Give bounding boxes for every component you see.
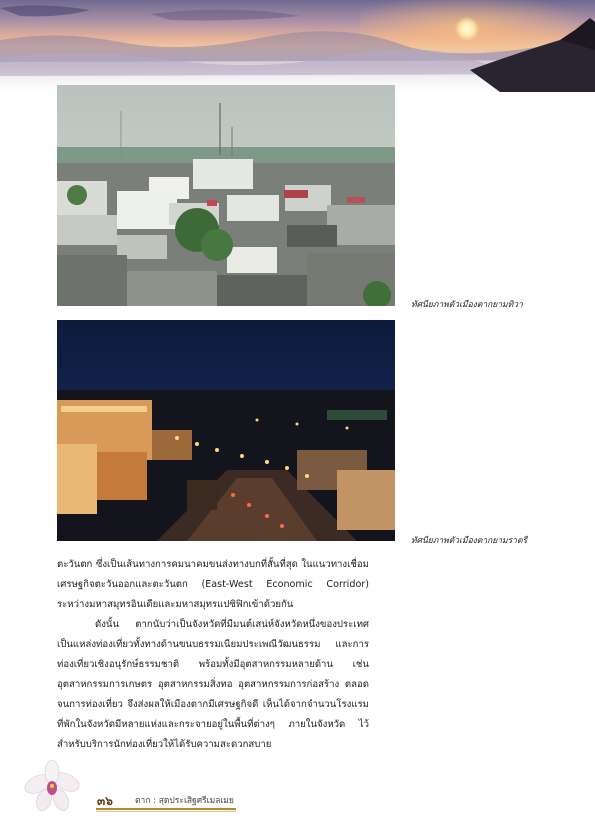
mountain-silhouette — [0, 0, 595, 92]
paragraph-1: ตะวันตก ซึ่งเป็นเส้นทางการคมนาคมขนส่งทางบกที่สั้นที่สุด ในแนวทางเชื่อมเศรษฐกิจตะวันออกและตะวันตก (East-West Economic Corridor) ระหว่างมหาสมุทรอินเดียและมหาสมุทรแปซิฟิกเข้าด้วยกัน — [57, 559, 369, 610]
caption-daytime: ทัศนียภาพตัวเมืองตากยามทิวา — [411, 300, 523, 310]
caption-nighttime: ทัศนียภาพตัวเมืองตากยามราตรี — [411, 536, 528, 546]
footer-divider — [96, 806, 236, 812]
article-body — [57, 555, 369, 755]
footer-title: ตาก : สุดประเสิฐศรีเมลเมย — [135, 796, 234, 806]
photo-city-nighttime — [57, 320, 395, 541]
orchid-flower-icon — [0, 760, 595, 836]
page-number: ๓๖ — [97, 794, 113, 808]
page-footer — [0, 760, 595, 836]
photo-city-daytime — [57, 85, 395, 306]
header-banner-sunset — [0, 0, 595, 92]
paragraph-2: ดังนั้น ตากนับว่าเป็นจังหวัดที่มีมนต์เสน่ห์จังหวัดหนึ่งของประเทศ เป็นแหล่งท่องเที่ยวทั้งทางด้านขนบธรรมเนียมประเพณีวัฒนธรรม และการท่องเที่ยวเชิงอนุรักษ์ธรรมชาติ พร้อมทั้งมีอุตสาหกรรมหลายด้าน เช่น อุตสาหกรรมการเกษตร อุตสาหกรรมสิ่งทอ อุตสาหกรรมการก่อสร้าง ตลอดจนการท่องเที่ยว จึงส่งผลให้เมืองตากมีเศรษฐกิจดี เห็นได้จากจำนวนโรงแรมที่พักในจังหวัดมีหลายแห่งและกระจายอยู่ในพื้นที่ต่างๆ ภายในจังหวัด ไว้สำหรับบริการนักท่องเที่ยวให้ได้รับความสะดวกสบาย — [57, 619, 369, 750]
